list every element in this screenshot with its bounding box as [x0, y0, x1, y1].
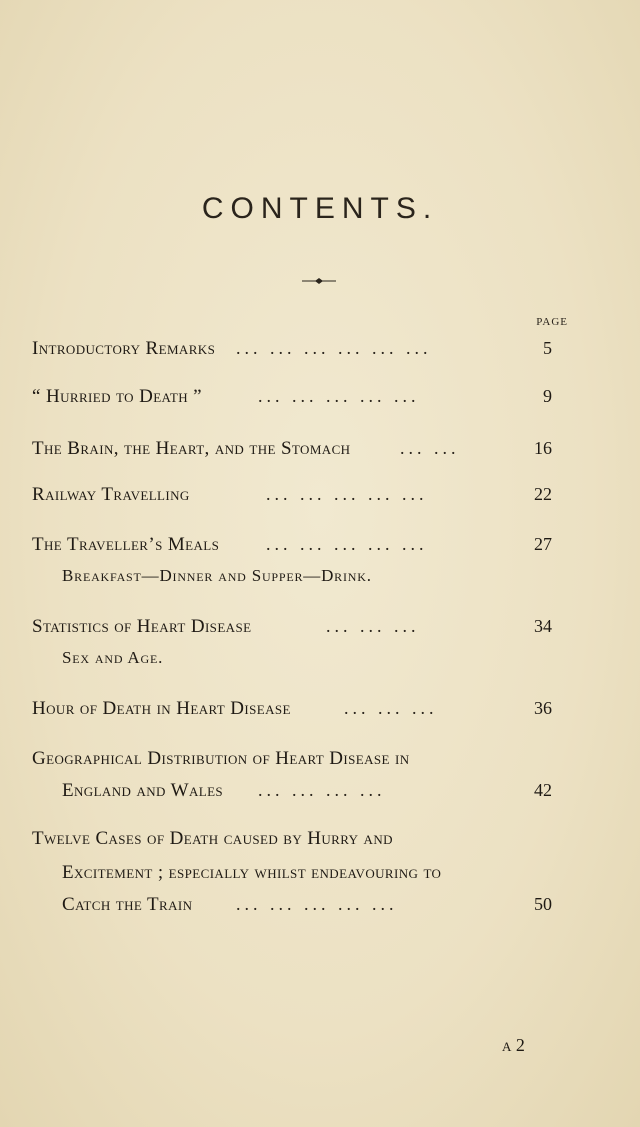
- toc-entry-subtitle: Sex and Age.: [62, 648, 164, 667]
- toc-leader: ... ... ... ... ...: [236, 894, 398, 914]
- page-title: CONTENTS.: [201, 192, 439, 225]
- toc-page-number: 22: [534, 484, 552, 504]
- toc-entry-title-continued: Excitement ; especially whilst endeavouring to: [62, 862, 442, 883]
- toc-leader: ... ... ... ... ... ...: [236, 338, 432, 358]
- toc-page-number: 16: [534, 438, 552, 458]
- toc-page-number: 36: [534, 698, 552, 718]
- toc-leader: ... ... ... ... ...: [258, 386, 420, 406]
- toc-entry-title: Railway Travelling: [32, 484, 190, 505]
- toc-page-number: 9: [543, 386, 552, 406]
- toc-entry-title-continued: Catch the Train: [62, 894, 193, 915]
- toc-entry-title: The Traveller’s Meals: [32, 534, 220, 555]
- toc-page-number: 50: [534, 894, 552, 914]
- toc-leader: ... ... ... ... ...: [266, 484, 428, 504]
- toc-entry-title: Introductory Remarks: [32, 338, 216, 359]
- ornament-divider: [302, 276, 336, 286]
- toc-entry-title: Hour of Death in Heart Disease: [32, 698, 291, 719]
- toc-entry-subtitle: Breakfast—Dinner and Supper—Drink.: [62, 566, 372, 585]
- toc-leader: ... ... ...: [344, 698, 438, 718]
- toc-entry-title: Twelve Cases of Death caused by Hurry and: [32, 828, 393, 849]
- toc-leader: ... ...: [400, 438, 460, 458]
- toc-page-number: 27: [534, 534, 552, 554]
- toc-entry-title-continued: England and Wales: [62, 780, 224, 801]
- toc-entry-title: Geographical Distribution of Heart Disease in: [32, 748, 410, 769]
- toc-page-number: 42: [534, 780, 552, 800]
- toc-entry-title: “ Hurried to Death ”: [32, 386, 203, 407]
- toc-entry-title: The Brain, the Heart, and the Stomach: [32, 438, 351, 459]
- toc-page-number: 34: [534, 616, 552, 636]
- toc-entry-title: Statistics of Heart Disease: [32, 616, 252, 637]
- toc-leader: ... ... ...: [326, 616, 420, 636]
- toc-leader: ... ... ... ... ...: [266, 534, 428, 554]
- toc-page-number: 5: [543, 338, 552, 358]
- toc-leader: ... ... ... ...: [258, 780, 386, 800]
- page-column-header: PAGE: [536, 316, 568, 328]
- signature-mark: a 2: [502, 1035, 525, 1055]
